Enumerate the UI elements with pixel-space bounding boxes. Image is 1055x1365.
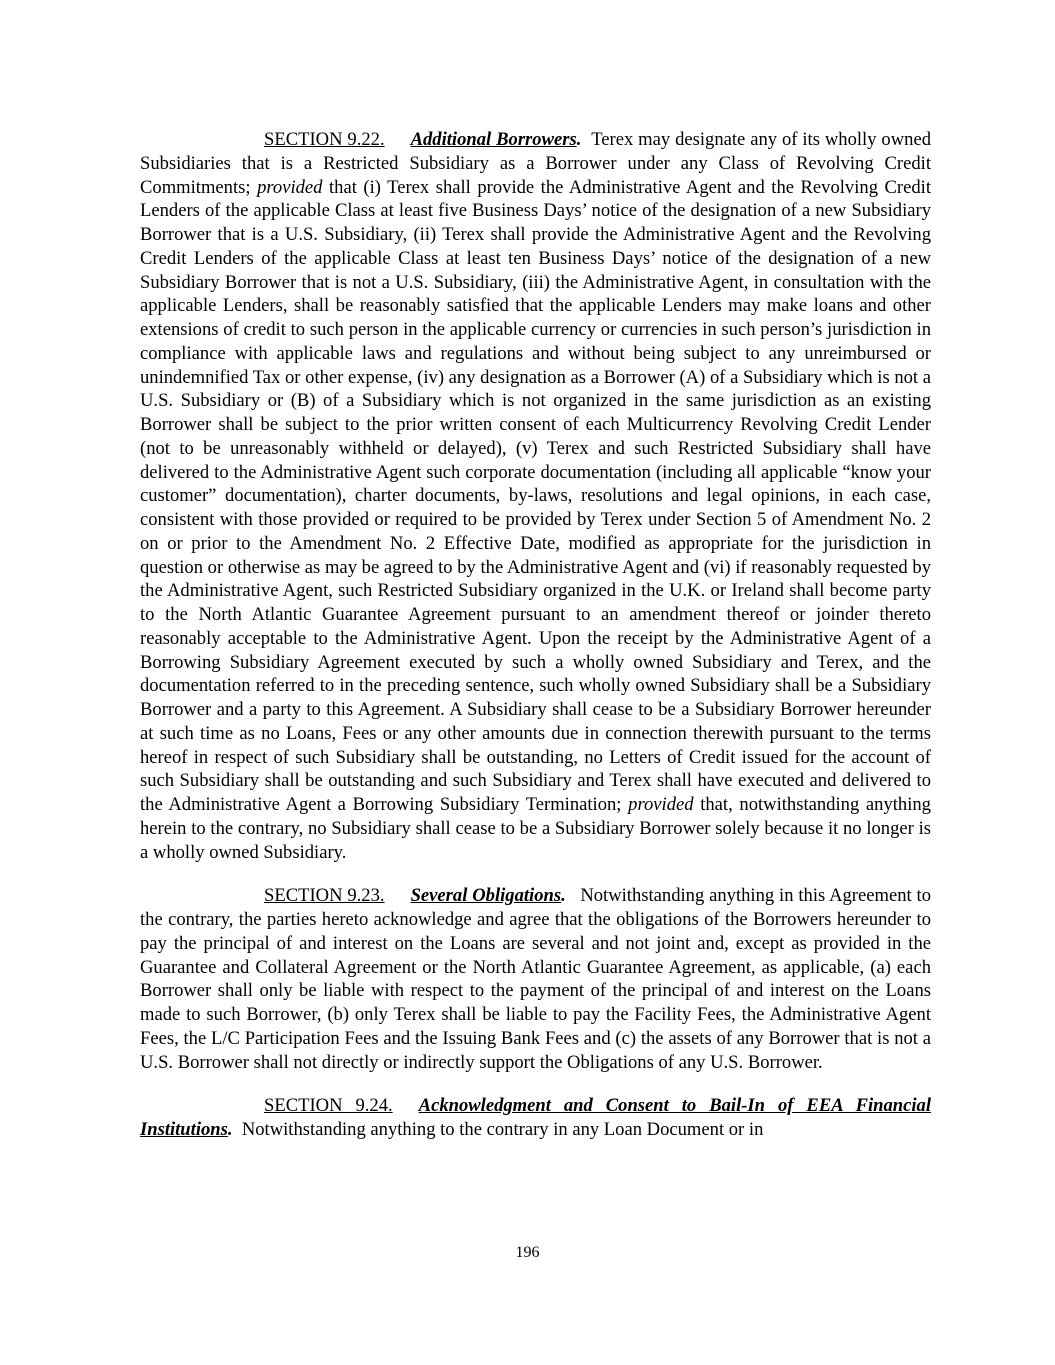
section-9-24 [140,1094,931,1142]
section-9-23 [140,884,931,1074]
section-number: SECTION 9.23. [264,885,385,907]
section-heading: Additional Borrowers [410,129,577,150]
section-body: that, notwithstanding anything herein to the contrary, no Subsidiary shall cease to be a Subsidiary Borrower solely because it no longer is a wholly owned Subsidiary. [140,794,931,863]
section-body: Notwithstanding anything to the contrary in any Loan Document or in [241,1119,764,1140]
section-number: SECTION 9.24. [264,1095,393,1117]
section-italic-term: provided [628,794,694,815]
section-heading: Several Obligations [410,885,562,907]
section-heading: Acknowledgment and Consent to Bail-In of EEA Financial Institutions [140,1095,931,1140]
section-heading-period: . [561,885,566,907]
section-body: Terex may designate any of its wholly owned Subsidiaries that is a Restricted Subsidiary as a Borrower under any Class of Revolving Credit Commitments; [140,129,931,198]
section-body: that (i) Terex shall provide the Administrative Agent and the Revolving Credit Lenders of the applicable Class at least five Business Days’ notice of the designation of a new Subsidiary Borrower that is a U.S. Subsidiary, (ii) Terex shall provide the Administrative Agent and the Revolving Credit Lenders of the applicable Class at least ten Business Days’ notice of the designation of a new Subsidiary Borrower that is not a U.S. Subsidiary, (iii) the Administrative Agent, in consultation with the applicable Lenders, shall be reasonably satisfied that the applicable Lenders may make loans and other extensions of credit to such person in the applicable currency or currencies in such person’s jurisdiction in compliance with applicable laws and regulations and without being subject to any unreimbursed or unindemnified Tax or other expense, (iv) any designation as a Borrower (A) of a Subsidiary which is not a U.S. Subsidiary or (B) of a Subsidiary which is not organized in the same jurisdiction as an existing Borrower shall be subject to the prior written consent of each Multicurrency Revolving Credit Lender (not to be unreasonably withheld or delayed), (v) Terex and such Restricted Subsidiary shall have delivered to the Administrative Agent such corporate documentation (including all applicable “know your customer” documentation), charter documents, by-laws, resolutions and legal opinions, in each case, consistent with those provided or required to be provided by Terex under Section 5 of Amendment No. 2 on or prior to the Amendment No. 2 Effective Date, modified as appropriate for the jurisdiction in question or otherwise as may be agreed to by the Administrative Agent and (vi) if reasonably requested by the Administrative Agent, such Restricted Subsidiary organized in the U.K. or Ireland shall become party to the North Atlantic Guarantee Agreement pursuant to an amendment thereof or joinder thereto reasonably acceptable to the Administrative Agent. Upon the receipt by the Administrative Agent of a Borrowing Subsidiary Agreement executed by such a wholly owned Subsidiary and Terex, and the documentation referred to in the preceding sentence, such wholly owned Subsidiary shall be a Subsidiary Borrower and a party to this Agreement. A Subsidiary shall cease to be a Subsidiary Borrower hereunder at such time as no Loans, Fees or any other amounts due in connection therewith pursuant to the terms hereof in respect of such Subsidiary shall be outstanding, no Letters of Credit issued for the account of such Subsidiary shall be outstanding and such Subsidiary and Terex shall have executed and delivered to the Administrative Agent a Borrowing Subsidiary Termination; [140,176,931,815]
section-number: SECTION 9.22. [264,129,385,150]
page-number: 196 [515,1244,540,1261]
section-heading-period: . [227,1119,233,1140]
section-heading-period: . [576,129,582,150]
section-italic-term: provided [257,176,323,198]
section-9-22 [140,128,931,864]
section-body: Notwithstanding anything in this Agreement to the contrary, the parties hereto acknowledge and agree that the obligations of the Borrowers hereunder to pay the principal of and interest on the Loans are several and not joint and, except as provided in the Guarantee and Collateral Agreement or the North Atlantic Guarantee Agreement, as applicable, (a) each Borrower shall only be liable with respect to the payment of the principal of and interest on the Loans made to such Borrower, (b) only Terex shall be liable to pay the Facility Fees, the Administrative Agent Fees, the L/C Participation Fees and the Issuing Bank Fees and (c) the assets of any Borrower that is not a U.S. Borrower shall not directly or indirectly support the Obligations of any U.S. Borrower. [140,885,931,1073]
document-page [140,128,931,1142]
